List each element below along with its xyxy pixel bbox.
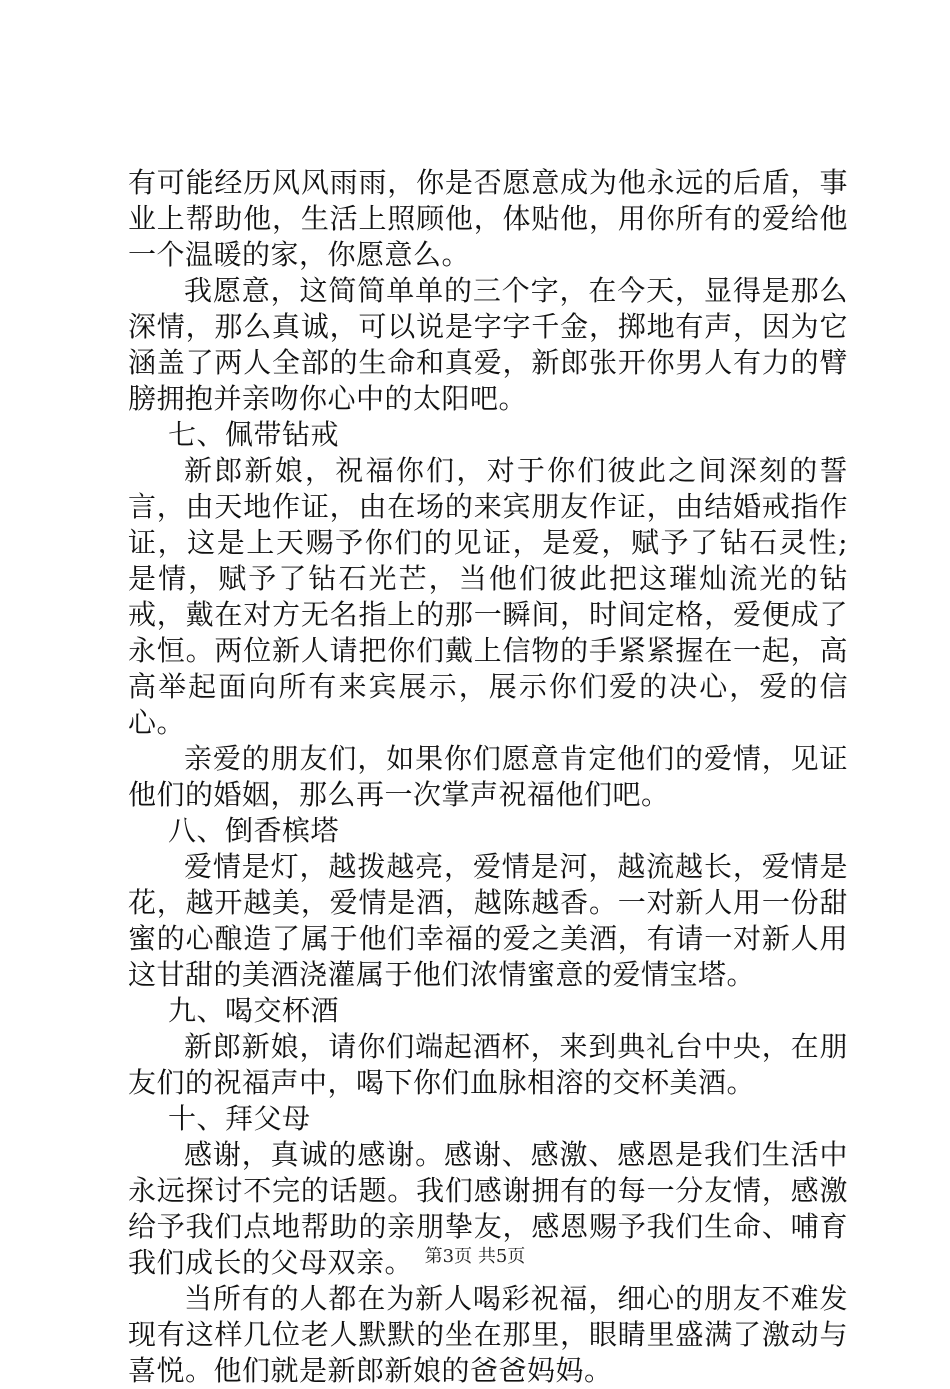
paragraph: 新郎新娘，祝福你们，对于你们彼此之间深刻的誓言，由天地作证，由在场的来宾朋友作证，由结婚戒指作证，这是上天赐予你们的见证，是爱，赋予了钻石灵性;是情，赋予了钻石光芒，当他们彼此把这璀灿流光的钻戒，戴在对方无名指上的那一瞬间，时间定格，爱便成了永恒。两位新人请把你们戴上信物的手紧紧握在一起，高高举起面向所有来宾展示，展示你们爱的决心，爱的信心。 (128, 454, 848, 739)
paragraph: 感谢，真诚的感谢。感谢、感激、感恩是我们生活中永远探讨不完的话题。我们感谢拥有的每一分友情，感激给予我们点地帮助的亲朋挚友，感恩赐予我们生命、哺育我们成长的父母双亲。 (128, 1138, 848, 1279)
page-footer (0, 1242, 950, 1268)
paragraph: 我愿意，这简简单单的三个字，在今天，显得是那么深情，那么真诚，可以说是字字千金，掷地有声，因为它涵盖了两人全部的生命和真爱，新郎张开你男人有力的臂膀拥抱并亲吻你心中的太阳吧。 (128, 274, 848, 415)
paragraph: 当所有的人都在为新人喝彩祝福，细心的朋友不难发现有这样几位老人默默的坐在那里，眼睛里盛满了激动与喜悦。他们就是新郎新娘的爸爸妈妈。 (128, 1282, 848, 1387)
section-heading: 十、拜父母 (168, 1102, 311, 1135)
paragraph-continuation: 有可能经历风风雨雨，你是否愿意成为他永远的后盾，事业上帮助他，生活上照顾他，体贴他，用你所有的爱给他一个温暖的家，你愿意么。 (128, 166, 848, 271)
paragraph: 爱情是灯，越拨越亮，爱情是河，越流越长，爱情是花，越开越美，爱情是酒，越陈越香。一对新人用一份甜蜜的心酿造了属于他们幸福的爱之美酒，有请一对新人用这甘甜的美酒浇灌属于他们浓情蜜意的爱情宝塔。 (128, 850, 848, 991)
section-heading: 八、倒香槟塔 (168, 814, 340, 847)
document-body (128, 165, 848, 1389)
paragraph: 亲爱的朋友们，如果你们愿意肯定他们的爱情，见证他们的婚姻，那么再一次掌声祝福他们吧。 (128, 742, 848, 811)
section-heading: 七、佩带钻戒 (168, 418, 340, 451)
section-heading: 九、喝交杯酒 (168, 994, 340, 1027)
paragraph: 新郎新娘，请你们端起酒杯，来到典礼台中央，在朋友们的祝福声中，喝下你们血脉相溶的交杯美酒。 (128, 1030, 848, 1099)
page-number-label: 第3页 共5页 (424, 1246, 526, 1267)
